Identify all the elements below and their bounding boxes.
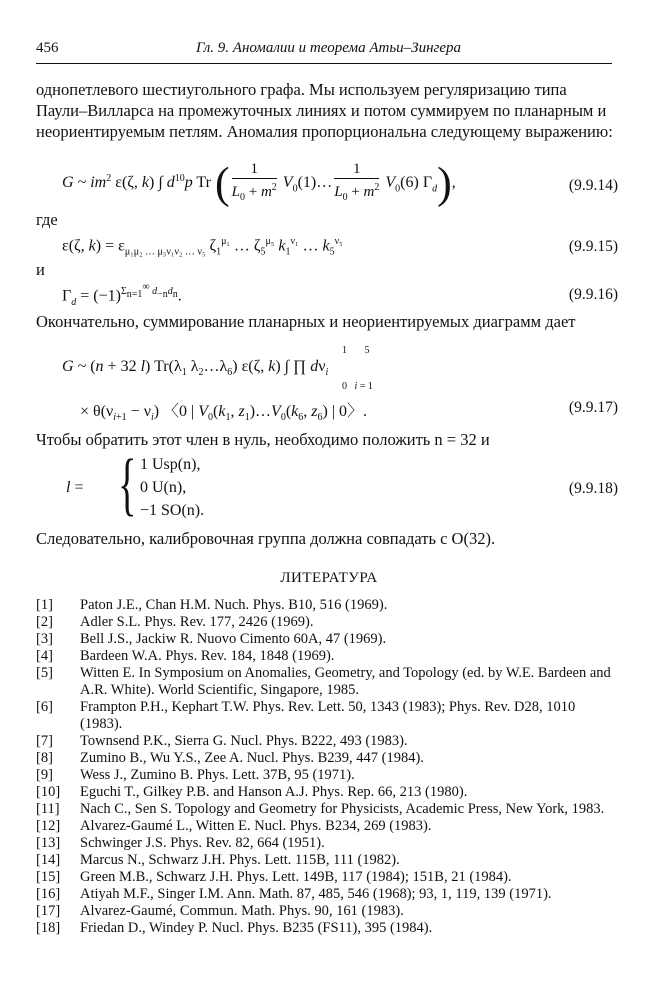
reference-item: [17] Alvarez-Gaumé, Commun. Math. Phys. 90, 161 (1983). [36, 903, 404, 919]
equation-9-9-16: $\Gamma_d = (-1)^{\Sigma_{n=1}^\infty d_{-n}d_n}$. [62, 282, 182, 308]
equation-number: (9.9.15) [568, 238, 618, 255]
case-u: 0 U(n), [140, 479, 187, 496]
equation-9-9-17-line2: × $\theta(\nu_{i+1} - \nu_i)$ 〈0 | $V_0(k_1$, $z_1)\dots V_0(k_6$, $z_6$) | 0〉. [80, 403, 368, 424]
reference-item: [2] Adler S.L. Phys. Rev. 177, 2426 (1969). [36, 614, 314, 630]
word-where: где [36, 210, 58, 229]
reference-item: [11] Nach C., Sen S. Topology and Geometry for Physicists, Academic Press, New York, 1983. [36, 801, 605, 817]
running-header [36, 40, 614, 60]
references-title: ЛИТЕРАТУРА [280, 570, 378, 586]
equation-limits-bottom: 0 i = 1 [342, 381, 373, 392]
reference-item: [1] Paton J.E., Chan H.M. Nuch. Phys. B10, 516 (1969). [36, 597, 388, 613]
reference-item: [3] Bell J.S., Jackiw R. Nuovo Cimento 60A, 47 (1969). [36, 631, 387, 647]
equation-number: (9.9.18) [568, 480, 618, 497]
header-rule [36, 63, 612, 64]
equation-9-9-17-line1: G ~ (n + 32 l) $Tr(\lambda_1$ $\lambda_2\dots\lambda_6$) ε(ζ, k) ∫ ∏ $d\nu_i$ [62, 358, 329, 379]
case-usp: 1 Usp(n), [140, 456, 201, 473]
reference-item: [12] Alvarez-Gaumé L., Witten E. Nucl. Phys. B234, 269 (1983). [36, 818, 432, 834]
reference-item: [15] Green M.B., Schwarz J.H. Phys. Lett. 149B, 117 (1984); 151B, 21 (1984). [36, 869, 512, 885]
reference-item: [10] Eguchi T., Gilkey P.B. and Hanson A.J. Phys. Rep. 66, 213 (1980). [36, 784, 468, 800]
equation-limits-top: 1 5 [342, 345, 370, 356]
word-and: и [36, 260, 45, 279]
equation-9-9-15: ε(ζ, $k) = \varepsilon_{\mu_1\mu_2 \dots \mu_5\nu_1\nu_2 \dots \nu_5}$ $\zeta_1^{\mu_1}$ … $\zeta_5^{\mu_5}$ $k_1^{\nu_1}$ … $k_5^{\nu_5}$ [62, 236, 343, 258]
reference-item: [7] Townsend P.K., Sierra G. Nucl. Phys. B222, 493 (1983). [36, 733, 408, 749]
case-so: −1 SO(n). [140, 502, 205, 519]
equation-number: (9.9.17) [568, 399, 618, 416]
reference-item: [6] Frampton P.H., Kephart T.W. Phys. Rev. Lett. 50, 1343 (1983); Phys. Rev. D28, 1010 (1983). [36, 699, 576, 732]
reference-item: [18] Friedan D., Windey P. Nucl. Phys. B235 (FS11), 395 (1984). [36, 920, 433, 936]
equation-9-9-14: G ~ $im^2$ ε(ζ, k) ∫ $d^{10}p$ Tr ( $\frac{1}{L_0 + m^2}$ $V_0(1)\dots$ $\frac{1}{L_0 + m^2}$ $V_0(6)$ $\Gamma_d$), [62, 158, 456, 208]
equation-number: (9.9.16) [568, 286, 618, 303]
reference-item: [8] Zumino B., Wu Y.S., Zee A. Nucl. Phys. B239, 447 (1984). [36, 750, 424, 766]
reference-list [36, 597, 616, 937]
reference-item: [13] Schwinger J.S. Phys. Rev. 82, 664 (1951). [36, 835, 325, 851]
paragraph-condition: Чтобы обратить этот член в нуль, необходимо положить n = 32 и [36, 430, 490, 449]
reference-item: [16] Atiyah M.F., Singer I.M. Ann. Math. 87, 485, 546 (1968); 93, 1, 119, 139 (1971). [36, 886, 552, 902]
reference-item: [9] Wess J., Zumino B. Phys. Lett. 37B, 95 (1971). [36, 767, 355, 783]
reference-item: [14] Marcus N., Schwarz J.H. Phys. Lett. 115B, 111 (1982). [36, 852, 400, 868]
paragraph-conclusion: Следовательно, калибровочная группа должна совпадать с O(32). [36, 529, 496, 548]
curly-brace: { [118, 446, 137, 523]
paragraph-summation: Окончательно, суммирование планарных и неориентируемых диаграмм дает [36, 312, 576, 331]
equation-lhs-l: l = [66, 479, 84, 496]
paragraph-intro: однопетлевого шестиугольного графа. Мы используем регуляризацию типа Паули–Вилларса на промежуточных линиях и потом суммируем по планарным и неориентируемым петлям. Аномалия пропорциональна следующему выражению: [36, 80, 613, 141]
running-title: Гл. 9. Аномалии и теорема Атьи–Зингера [196, 40, 462, 56]
equation-number: (9.9.14) [568, 177, 618, 194]
page-number: 456 [36, 40, 59, 56]
reference-item: [5] Witten E. In Symposium on Anomalies, Geometry, and Topology (ed. by W.E. Bardeen and A.R. White). World Scientific, Singapore, 1985. [36, 665, 611, 698]
reference-item: [4] Bardeen W.A. Phys. Rev. 184, 1848 (1969). [36, 648, 335, 664]
